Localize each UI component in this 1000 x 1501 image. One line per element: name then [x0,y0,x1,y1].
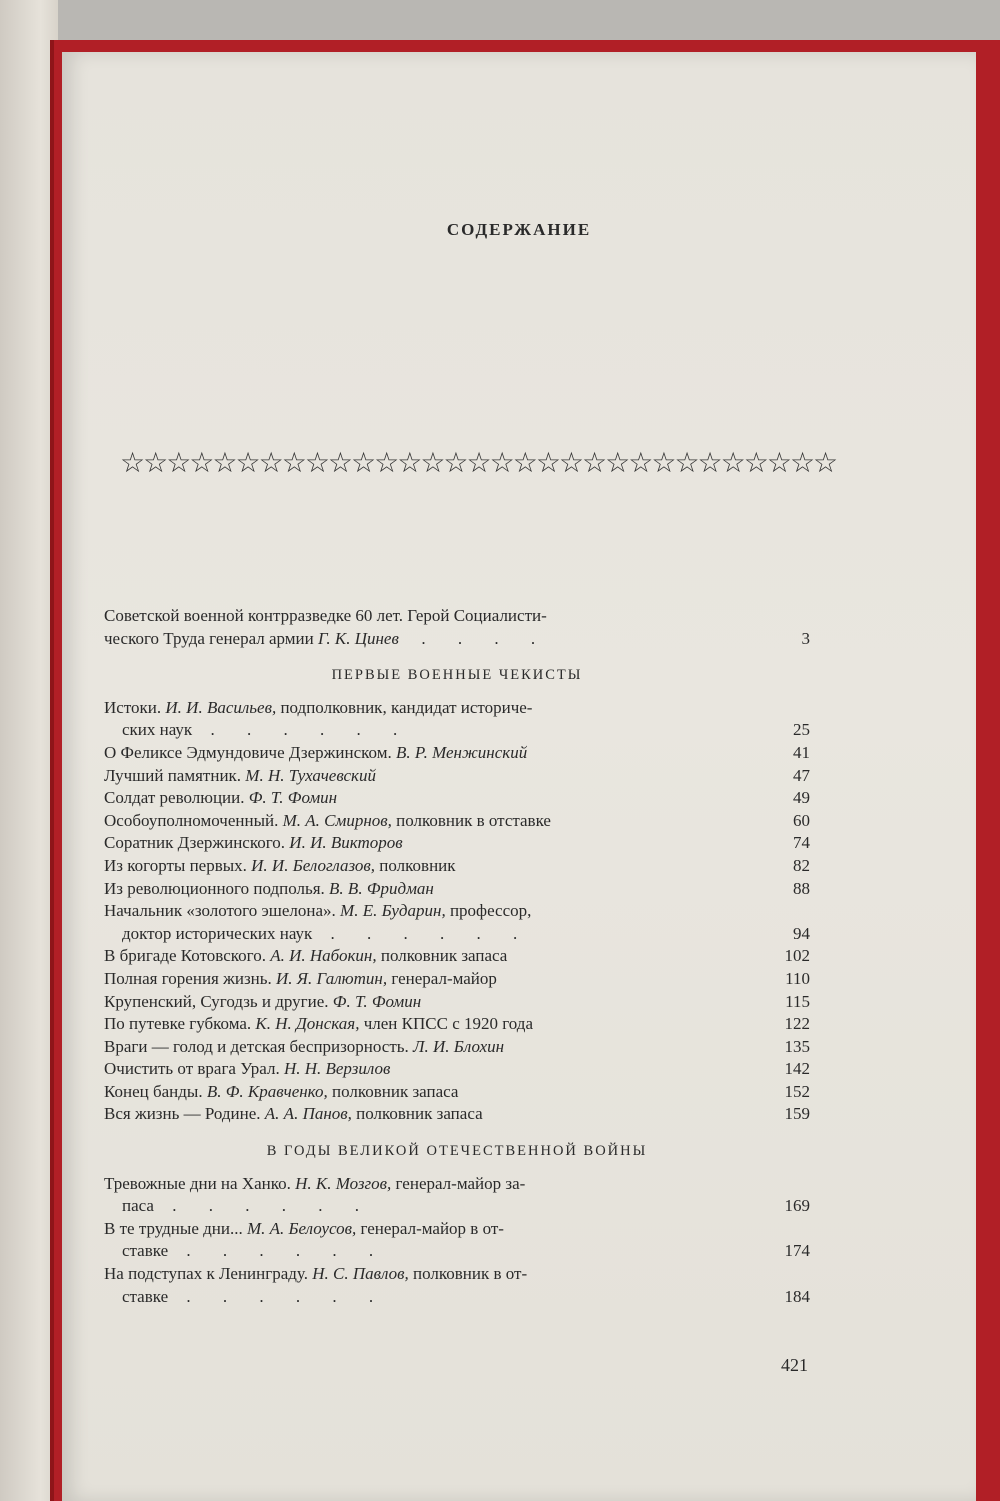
toc-entry-author: И. И. Белоглазов, [251,855,376,875]
section-entries [104,1173,810,1309]
toc-entry-author: Н. С. Павлов, [312,1264,409,1284]
toc-entry-text: О Феликсе Эдмундовиче Дзержинском. В. Р. Менжинский [104,742,528,762]
toc-entry-text: По путевке губкома. К. Н. Донская, член КПСС с 1920 года [104,1014,533,1034]
table-of-contents [104,605,810,1308]
toc-entry-text: Соратник Дзержинского. И. И. Викторов [104,833,403,853]
toc-entry-intro [104,605,810,650]
toc-page-number: 142 [784,1059,810,1079]
toc-entry-text: Советской военной контрразведке 60 лет. Герой Социалисти- ческого Труда генерал армии Г. К. Цинев . . . . [104,606,550,648]
section-title: В ГОДЫ ВЕЛИКОЙ ОТЕЧЕСТВЕННОЙ ВОЙНЫ [266,1143,648,1160]
toc-entry-text: Особоуполномоченный. М. А. Смирнов, полковник в отставке [104,810,551,830]
toc-entry [104,855,810,878]
toc-page-number: 115 [785,991,810,1011]
toc-entry [104,878,810,901]
toc-entry [104,832,810,855]
toc-page-number: 94 [793,923,810,943]
star-divider: ☆☆☆☆☆☆☆☆☆☆☆☆☆☆☆☆☆☆☆☆☆☆☆☆☆☆☆☆☆☆☆ [120,448,837,479]
toc-entry [104,945,810,968]
toc-entry [104,765,810,788]
toc-page-number: 25 [793,720,810,740]
toc-page-number: 60 [793,810,810,830]
toc-entry-author: Н. К. Мозгов, [295,1173,392,1193]
toc-entry-author: И. Я. Галютин, [276,968,388,988]
toc-page-number: 49 [793,788,810,808]
toc-entry-text: Из когорты первых. И. И. Белоглазов, полковник [104,855,456,875]
toc-entry [104,1058,810,1081]
toc-entry-author: М. А. Белоусов, [246,1218,357,1238]
toc-entry-author: Ф. Т. Фомин [332,991,422,1011]
toc-page-number: 174 [784,1241,810,1261]
toc-entry-author: И. И. Васильев, [165,697,277,717]
toc-entry [104,1013,810,1036]
toc-page-number: 102 [784,946,810,966]
toc-page-number: 159 [784,1104,810,1124]
book-page [62,52,976,1501]
toc-entry-author: К. Н. Донская, [255,1014,360,1034]
page-number: 421 [781,1355,808,1375]
toc-entry-author: Г. К. Цинев [318,628,399,648]
toc-entry-text: В те трудные дни... М. А. Белоусов, генерал-майор в от- ставке . . . . . . [104,1218,504,1261]
toc-entry [104,968,810,991]
toc-entry-author: М. А. Смирнов, [282,810,392,830]
toc-entry-text: Конец банды. В. Ф. Кравченко, полковник запаса [104,1081,459,1101]
toc-entry-text: Солдат революции. Ф. Т. Фомин [104,788,338,808]
section-title: ПЕРВЫЕ ВОЕННЫЕ ЧЕКИСТЫ [331,667,583,684]
toc-entry-author: А. И. Набокин, [270,946,377,966]
toc-entry-text: Лучший памятник. М. Н. Тухачевский [104,765,377,785]
toc-page-number: 110 [785,968,810,988]
toc-entry-text: Очистить от врага Урал. Н. Н. Верзилов [104,1059,391,1079]
toc-page-number: 88 [793,878,810,898]
toc-entry-author: В. Ф. Кравченко, [206,1081,328,1101]
toc-page-number: 82 [793,855,810,875]
toc-page-number: 122 [784,1014,810,1034]
toc-entry-text: Вся жизнь — Родине. А. А. Панов, полковник запаса [104,1104,483,1124]
toc-entry-author: В. Р. Менжинский [396,742,528,762]
toc-entry-text: Начальник «золотого эшелона». М. Е. Бударин, профессор, доктор исторических наук . . . . . . [104,901,532,943]
toc-entry-text: В бригаде Котовского. А. И. Набокин, полковник запаса [104,946,508,966]
toc-entry [104,1218,810,1263]
toc-page-number: 135 [784,1036,810,1056]
toc-entry [104,1036,810,1059]
toc-page-number: 3 [801,628,810,648]
toc-entry-author: А. А. Панов, [264,1104,352,1124]
toc-entry [104,1103,810,1126]
page-heading: СОДЕРЖАНИЕ [446,220,592,239]
toc-entry-author: Л. И. Блохин [413,1036,505,1056]
toc-entry-author: М. Е. Бударин, [340,901,446,921]
toc-entry [104,1081,810,1104]
toc-entry-author: И. И. Викторов [289,833,403,853]
toc-entry [104,1263,810,1308]
toc-page-number: 169 [784,1196,810,1216]
toc-entry-author: Н. Н. Верзилов [283,1059,391,1079]
toc-entry-text: Крупенский, Сугодзь и другие. Ф. Т. Фомин [104,991,422,1011]
toc-entry-text: Тревожные дни на Ханко. Н. К. Мозгов, генерал-майор за- паса . . . . . . [104,1173,526,1216]
toc-entry-text: Враги — голод и детская беспризорность. Л. И. Блохин [104,1036,505,1056]
toc-entry [104,810,810,833]
toc-page-number: 74 [793,833,810,853]
toc-entry [104,697,810,742]
toc-entry-author: Ф. Т. Фомин [248,788,338,808]
toc-page-number: 47 [793,765,810,785]
toc-page-number: 152 [784,1081,810,1101]
toc-entry [104,742,810,765]
toc-entry-text: На подступах к Ленинграду. Н. С. Павлов, полковник в от- ставке . . . . . . [104,1264,528,1306]
toc-entry [104,787,810,810]
toc-entry-text: Из революционного подполья. В. В. Фридман [104,878,434,898]
toc-entry-author: М. Н. Тухачевский [245,765,377,785]
toc-entry [104,991,810,1014]
toc-page-number: 184 [784,1286,810,1306]
toc-entry-text: Истоки. И. И. Васильев, подполковник, кандидат историче- ских наук . . . . . . [104,697,533,740]
toc-entry-author: В. В. Фридман [329,878,434,898]
toc-entry-text: Полная горения жизнь. И. Я. Галютин, генерал-майор [104,968,497,988]
toc-entry [104,1173,810,1218]
toc-page-number: 41 [793,742,810,762]
toc-entry [104,900,810,945]
section-entries [104,697,810,1126]
